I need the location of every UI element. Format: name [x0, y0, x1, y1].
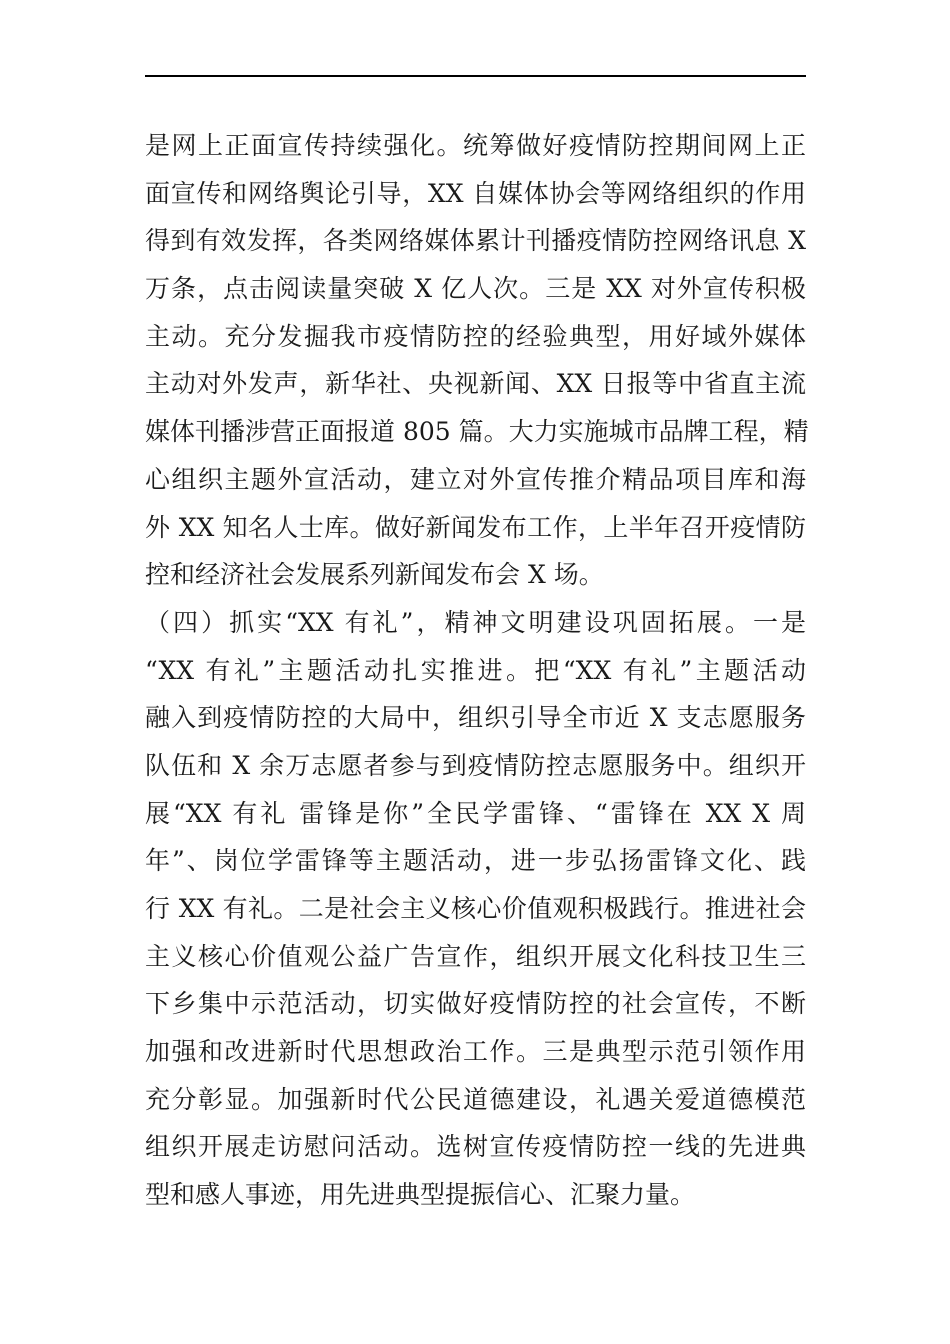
text-line: 型和感人事迹，用先进典型提振信心、汇聚力量。: [145, 1180, 696, 1210]
text-line: 是网上正面宣传持续强化。统筹做好疫情防控期间网上正: [145, 131, 806, 160]
text-line: 主动对外发声，新华社、央视新闻、XX 日报等中省直主流: [145, 369, 806, 399]
text-line: 加强和改进新时代思想政治工作。三是典型示范引领作用: [145, 1037, 806, 1067]
text-line: 得到有效发挥，各类网络媒体累计刊播疫情防控网络讯息 X: [145, 226, 806, 256]
text-line: 队伍和 X 余万志愿者参与到疫情防控志愿服务中。组织开: [145, 750, 806, 780]
text-line: 主动。充分发掘我市疫情防控的经验典型，用好域外媒体: [145, 321, 806, 351]
text-line: 媒体刊播涉营正面报道 805 篇。大力实施城市品牌工程，精: [145, 417, 809, 447]
text-line: （四）抓实“XX 有礼”，精神文明建设巩固拓展。一是: [145, 607, 806, 637]
text-line: 控和经济社会发展系列新闻发布会 X 场。: [145, 560, 604, 590]
text-line: 组织开展走访慰问活动。选树宣传疫情防控一线的先进典: [145, 1132, 806, 1162]
text-line: 万条，点击阅读量突破 X 亿人次。三是 XX 对外宣传积极: [145, 274, 806, 304]
text-line: “XX 有礼”主题活动扎实推进。把“XX 有礼”主题活动: [145, 655, 806, 685]
text-line: 外 XX 知名人士库。做好新闻发布工作，上半年召开疫情防: [145, 512, 806, 542]
text-line: 面宣传和网络舆论引导，XX 自媒体协会等网络组织的作用: [145, 178, 806, 208]
text-line: 主义核心价值观公益广告宣作，组织开展文化科技卫生三: [145, 941, 806, 971]
header-rule: [145, 75, 806, 77]
text-line: 展“XX 有礼 雷锋是你”全民学雷锋、“雷锋在 XX X 周: [145, 798, 806, 828]
text-line: 下乡集中示范活动，切实做好疫情防控的社会宣传，不断: [145, 989, 806, 1019]
text-line: 充分彰显。加强新时代公民道德建设，礼遇关爱道德模范: [145, 1084, 806, 1114]
text-line: 融入到疫情防控的大局中，组织引导全市近 X 支志愿服务: [145, 703, 806, 733]
text-line: 心组织主题外宣活动，建立对外宣传推介精品项目库和海: [145, 464, 806, 494]
body-text: [145, 122, 809, 1219]
text-line: 年”、岗位学雷锋等主题活动，进一步弘扬雷锋文化、践: [145, 846, 806, 876]
text-line: 行 XX 有礼。二是社会主义核心价值观积极践行。推进社会: [145, 894, 806, 923]
